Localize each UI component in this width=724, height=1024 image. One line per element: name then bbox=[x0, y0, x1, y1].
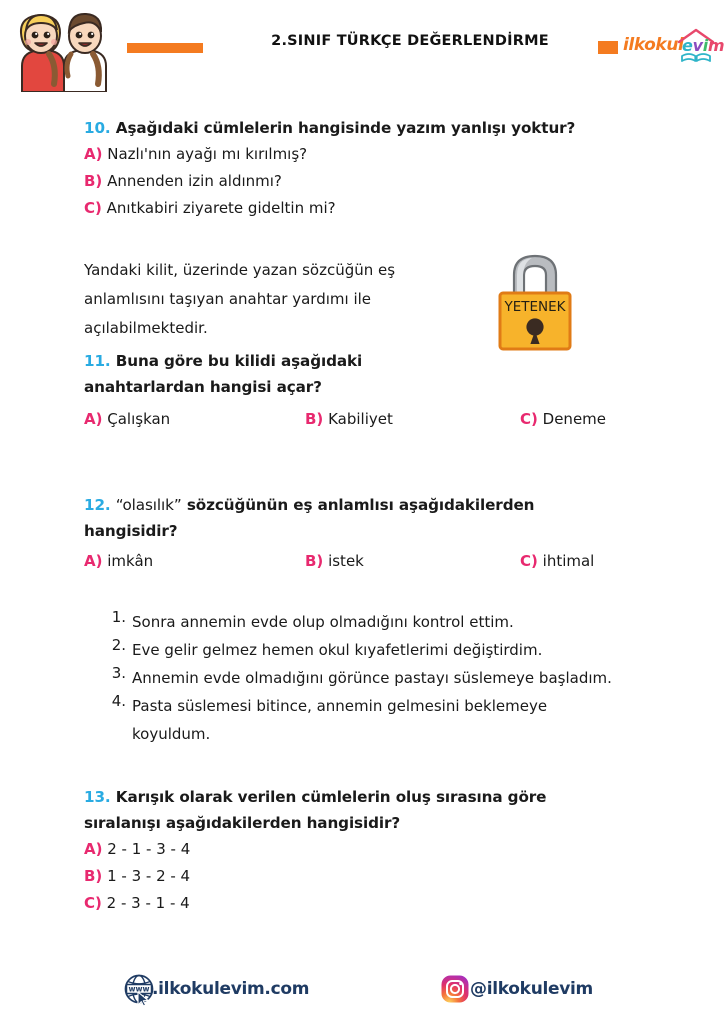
question-11-option-b[interactable] bbox=[305, 406, 393, 433]
option-a-text: Çalışkan bbox=[107, 410, 171, 428]
question-11-prompt-line-1 bbox=[84, 348, 362, 374]
option-b-text: istek bbox=[328, 552, 364, 570]
question-13-prompt-line-2: sıralanışı aşağıdakilerden hangisidir? bbox=[84, 814, 401, 832]
option-a-letter: A) bbox=[84, 552, 103, 570]
list-item-number: 1. bbox=[111, 608, 126, 626]
passage-line-1: Yandaki kilit, üzerinde yazan sözcüğün eş bbox=[84, 261, 396, 279]
brand-logo bbox=[598, 27, 724, 71]
question-11-option-a[interactable] bbox=[84, 406, 170, 433]
brand-square-icon bbox=[598, 41, 618, 54]
question-12-option-b[interactable] bbox=[305, 548, 364, 575]
list-item-text: Annemin evde olmadığını görünce pastayı süslemeye başladım. bbox=[132, 669, 612, 687]
question-12-options bbox=[84, 548, 644, 574]
passage-line-2: anlamlısını taşıyan anahtar yardımı ile bbox=[84, 290, 372, 308]
question-13-option-a[interactable] bbox=[84, 836, 546, 863]
list-item bbox=[102, 608, 622, 636]
option-c-letter: C) bbox=[520, 410, 538, 428]
option-b-text: Annenden izin aldınmı? bbox=[107, 172, 282, 190]
option-a-text: 2 - 1 - 3 - 4 bbox=[107, 840, 191, 858]
question-13-number: 13. bbox=[84, 788, 111, 806]
question-12-prompt-line-2: hangisidir? bbox=[84, 522, 178, 540]
list-item-number: 4. bbox=[111, 692, 126, 710]
list-item-text: Sonra annemin evde olup olmadığını kontrol ettim. bbox=[132, 613, 514, 631]
padlock-illustration bbox=[492, 243, 578, 355]
question-12-option-c[interactable] bbox=[520, 548, 594, 575]
question-10-option-a[interactable] bbox=[84, 141, 575, 168]
brand-letter-m: m bbox=[707, 36, 724, 55]
option-b-letter: B) bbox=[84, 867, 103, 885]
question-12-quoted-word: “olasılık” bbox=[115, 496, 182, 514]
question-11-prompt-line-2: anahtarlardan hangisi açar? bbox=[84, 378, 322, 396]
two-students-illustration bbox=[8, 6, 112, 92]
question-13-prompt-line-1 bbox=[84, 784, 546, 810]
question-13-option-c[interactable] bbox=[84, 890, 546, 917]
option-a-text: imkân bbox=[107, 552, 154, 570]
option-b-text: Kabiliyet bbox=[328, 410, 393, 428]
brand-letter-i: i bbox=[702, 36, 708, 55]
option-a-letter: A) bbox=[84, 840, 103, 858]
question-11-passage bbox=[84, 256, 395, 343]
brand-name-primary: ilkokul bbox=[623, 35, 684, 55]
list-item bbox=[102, 636, 622, 664]
page-footer bbox=[0, 966, 724, 1024]
header-accent-bar bbox=[127, 43, 203, 53]
question-12-number: 12. bbox=[84, 496, 111, 514]
option-c-text: Anıtkabiri ziyarete gideltin mi? bbox=[106, 199, 336, 217]
page-header bbox=[0, 0, 724, 100]
option-c-letter: C) bbox=[520, 552, 538, 570]
question-11-options bbox=[84, 406, 644, 432]
question-10-option-c[interactable] bbox=[84, 195, 575, 222]
option-c-letter: C) bbox=[84, 894, 102, 912]
question-10-text: Aşağıdaki cümlelerin hangisinde yazım yanlışı yoktur? bbox=[115, 119, 576, 137]
question-13 bbox=[84, 784, 546, 917]
list-item-number: 2. bbox=[111, 636, 126, 654]
instagram-handle: @ilkokulevim bbox=[470, 979, 593, 999]
question-11 bbox=[84, 348, 362, 400]
list-item bbox=[102, 664, 622, 692]
scrambled-sentence-list bbox=[102, 608, 622, 748]
option-b-text: 1 - 3 - 2 - 4 bbox=[107, 867, 191, 885]
question-12 bbox=[84, 492, 534, 544]
brand-letter-v: v bbox=[692, 36, 703, 55]
option-a-letter: A) bbox=[84, 410, 103, 428]
question-10-prompt bbox=[84, 115, 575, 141]
option-b-letter: B) bbox=[305, 410, 324, 428]
instagram-icon bbox=[440, 974, 470, 1004]
question-13-option-b[interactable] bbox=[84, 863, 546, 890]
question-11-text-1: Buna göre bu kilidi aşağıdaki bbox=[115, 352, 363, 370]
question-10-number: 10. bbox=[84, 119, 111, 137]
list-item-number: 3. bbox=[111, 664, 126, 682]
padlock-label: YETENEK bbox=[504, 299, 566, 315]
list-item-text: Eve gelir gelmez hemen okul kıyafetlerimi değiştirdim. bbox=[132, 641, 543, 659]
list-item-text: Pasta süslemesi bitince, annemin gelmesini beklemeye koyuldum. bbox=[132, 697, 548, 743]
page-title: 2.SINIF TÜRKÇE DEĞERLENDİRME bbox=[271, 33, 549, 49]
question-10-option-b[interactable] bbox=[84, 168, 575, 195]
question-12-prompt-line-1 bbox=[84, 492, 534, 518]
list-item bbox=[102, 692, 622, 748]
option-c-text: 2 - 3 - 1 - 4 bbox=[106, 894, 190, 912]
question-11-number: 11. bbox=[84, 352, 111, 370]
option-a-text: Nazlı'nın ayağı mı kırılmış? bbox=[107, 145, 308, 163]
passage-line-3: açılabilmektedir. bbox=[84, 319, 208, 337]
question-11-option-c[interactable] bbox=[520, 406, 606, 433]
option-c-text: ihtimal bbox=[542, 552, 595, 570]
brand-name-secondary bbox=[682, 36, 724, 55]
option-b-letter: B) bbox=[305, 552, 324, 570]
question-10 bbox=[84, 115, 575, 222]
brand-letter-e: e bbox=[682, 36, 693, 55]
website-url: .ilkokulevim.com bbox=[152, 979, 310, 999]
option-b-letter: B) bbox=[84, 172, 103, 190]
question-13-text-1: Karışık olarak verilen cümlelerin oluş sırasına göre bbox=[115, 788, 547, 806]
option-c-letter: C) bbox=[84, 199, 102, 217]
option-c-text: Deneme bbox=[542, 410, 607, 428]
option-a-letter: A) bbox=[84, 145, 103, 163]
question-12-text-1: sözcüğünün eş anlamlısı aşağıdakilerden bbox=[186, 496, 535, 514]
svg-text:www: www bbox=[128, 984, 150, 994]
question-12-option-a[interactable] bbox=[84, 548, 153, 575]
